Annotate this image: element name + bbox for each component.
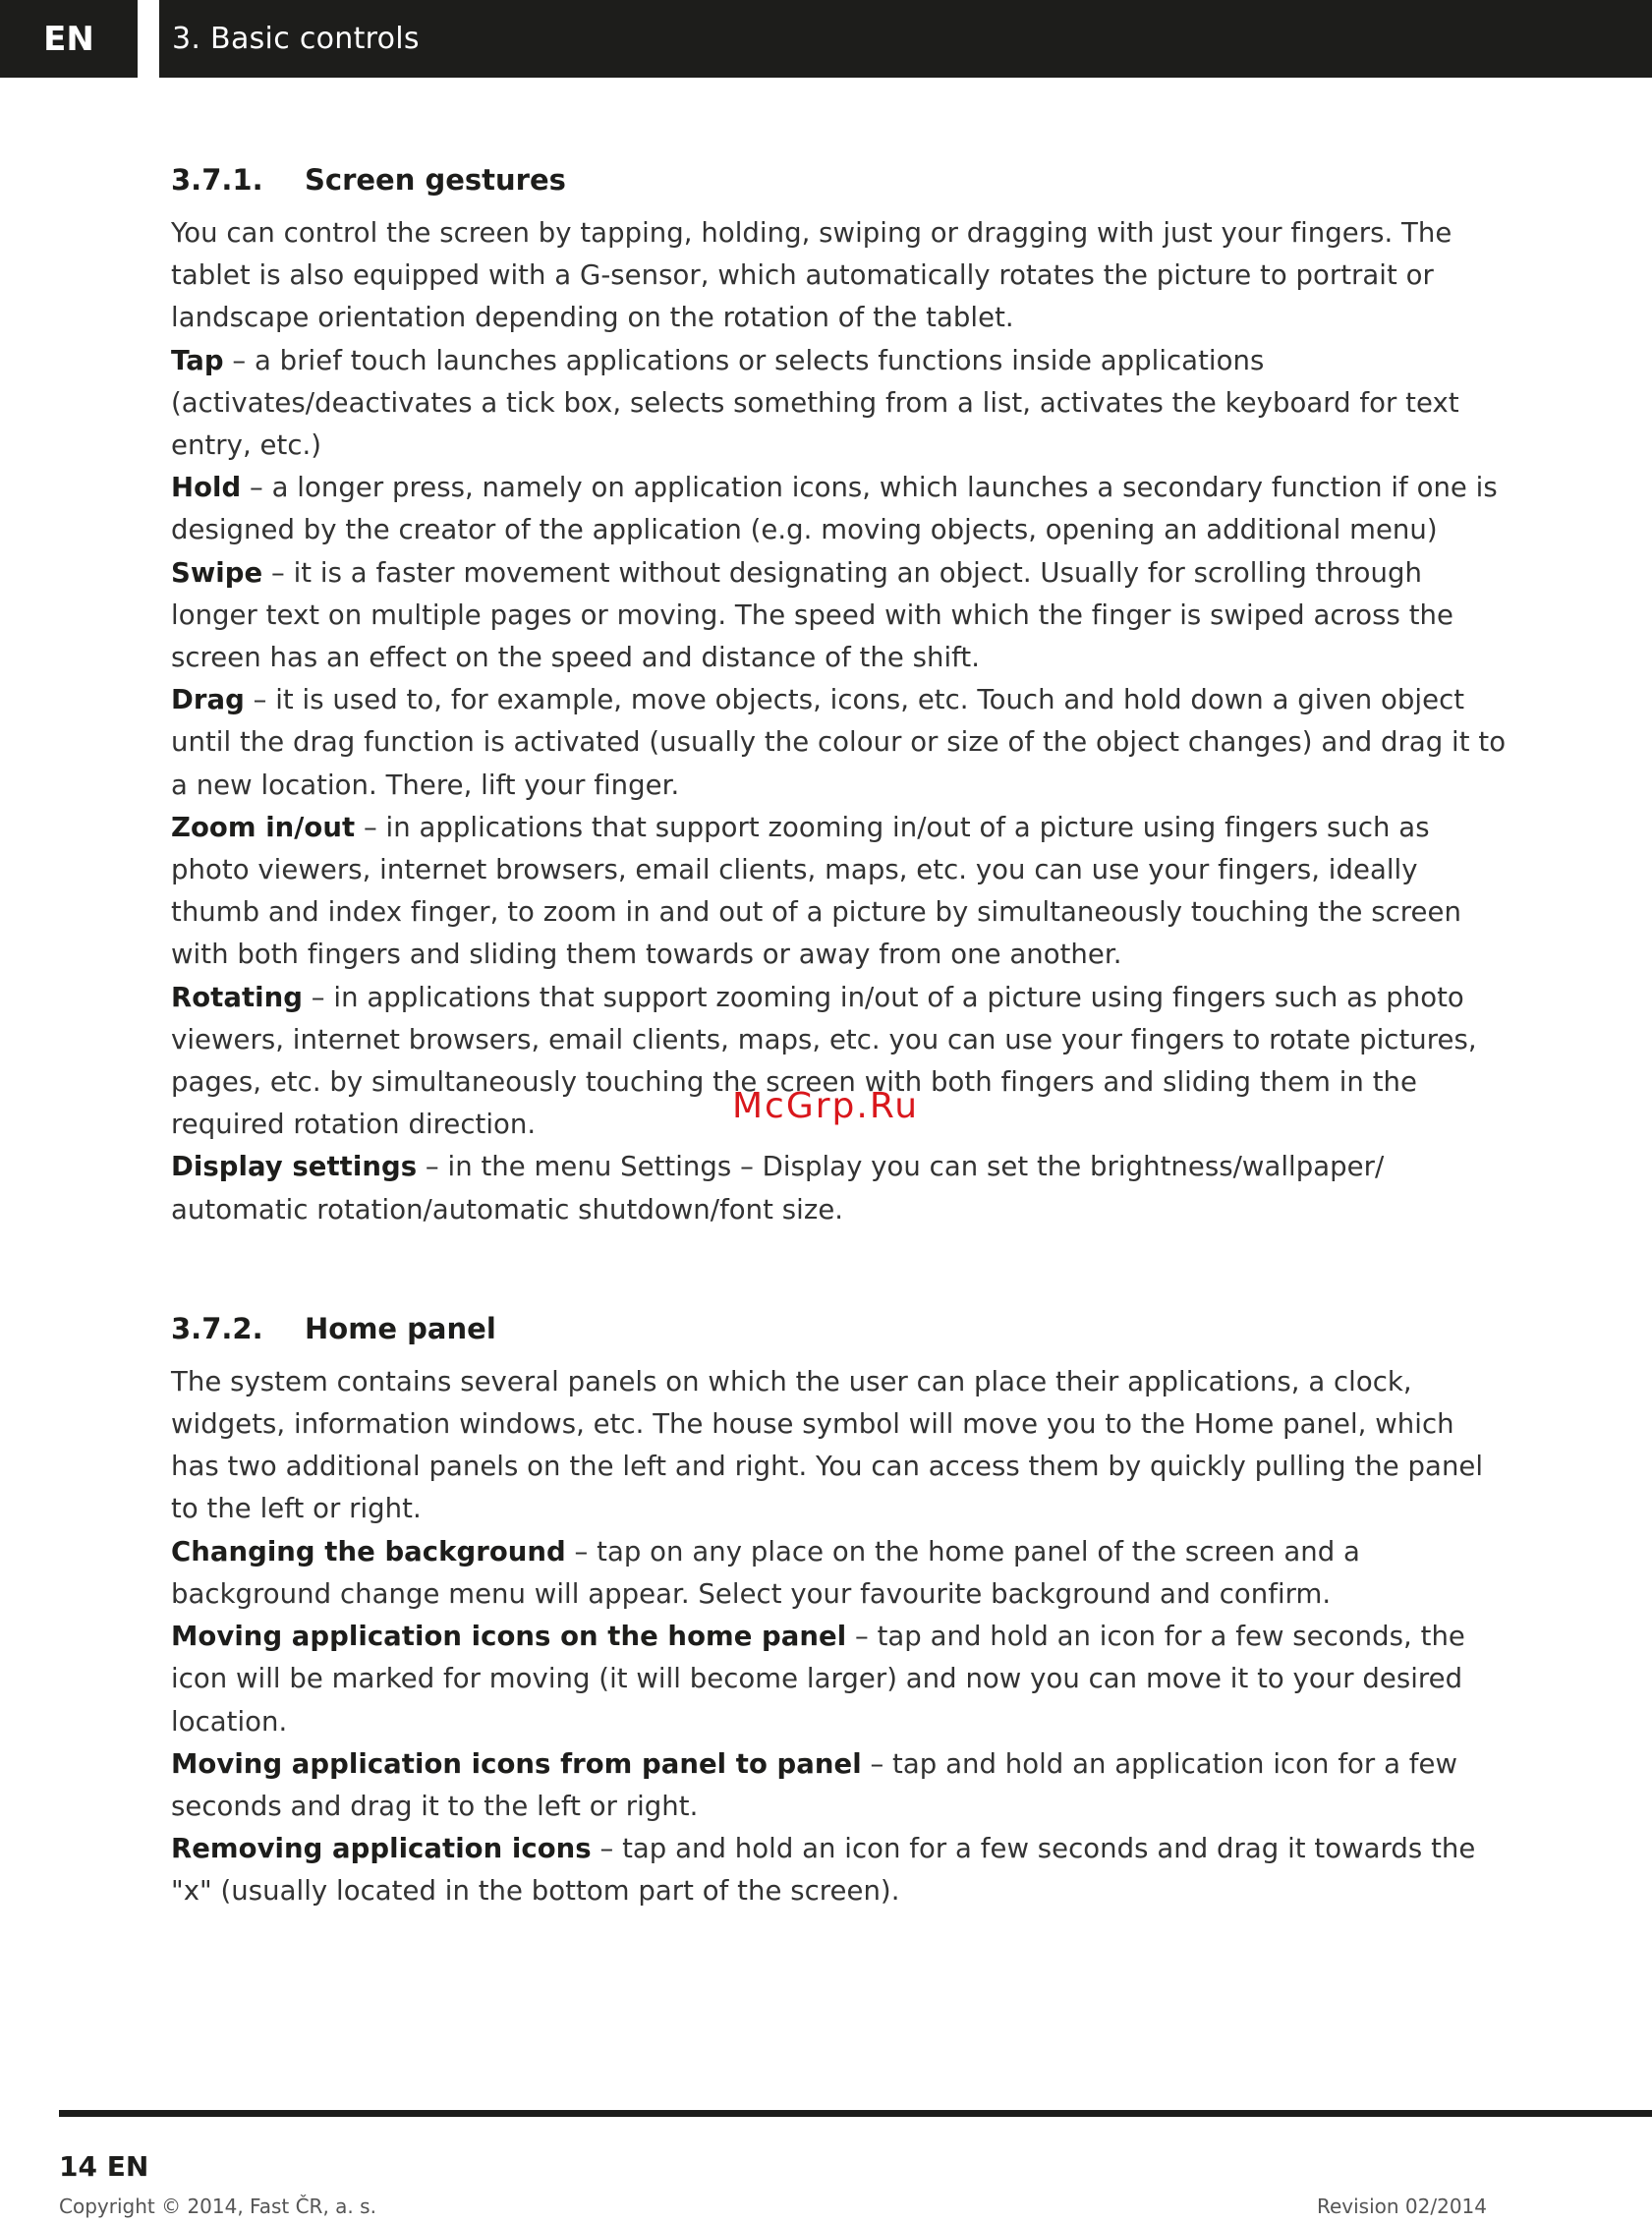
page-number: 14 EN (59, 2150, 149, 2183)
section-spacer (171, 1231, 1508, 1296)
gesture-term: Swipe (171, 556, 263, 589)
home-item-moving-icons-home (171, 1616, 1508, 1743)
home-item-moving-icons-panels (171, 1743, 1508, 1828)
home-description: – tap and hold an application icon for a few seconds and drag it to the left or right. (171, 1747, 1458, 1822)
section-heading-home-panel (171, 1296, 1508, 1361)
home-term: Moving application icons from panel to panel (171, 1747, 862, 1780)
gesture-description: – a longer press, namely on application icons, which launches a secondary function if one is designed by the creator of the application (e.g. moving objects, opening an additional menu) (171, 472, 1498, 546)
home-term: Moving application icons on the home panel (171, 1621, 847, 1653)
language-badge: EN (0, 0, 138, 78)
section-heading-screen-gestures (171, 147, 1508, 212)
gesture-description: – it is a faster movement without designating an object. Usually for scrolling through longer text on multiple pages or moving. The speed with which the finger is swiped across the screen has an effect on the speed and distance of the shift. (171, 556, 1453, 674)
home-term: Changing the background (171, 1535, 566, 1568)
section-intro: The system contains several panels on which the user can place their applications, a clock, widgets, information windows, etc. The house symbol will move you to the Home panel, which has two additional panels on the left and right. You can access them by quickly pulling the panel to the left or right. (171, 1365, 1484, 1525)
gesture-term: Tap (171, 344, 224, 376)
copyright-notice: Copyright © 2014, Fast ČR, a. s. (59, 2194, 376, 2218)
gesture-description: – in applications that support zooming in/out of a picture using fingers such as photo viewers, internet browsers, email clients, maps, etc. you can use your fingers to rotate pictures, pages, etc. by simultaneously touching the screen with both fingers and sliding them in the required rotation direction. (171, 981, 1477, 1141)
section-intro: You can control the screen by tapping, holding, swiping or dragging with just your fingers. The tablet is also equipped with a G-sensor, which automatically rotates the picture to portrait or landscape orientation depending on the rotation of the tablet. (171, 217, 1453, 334)
gesture-term: Rotating (171, 981, 304, 1013)
gesture-item-swipe (171, 552, 1508, 680)
gesture-term: Drag (171, 684, 245, 716)
gesture-item-hold (171, 467, 1508, 551)
chapter-header (159, 0, 1652, 78)
gesture-item-zoom (171, 807, 1508, 977)
page-content (171, 147, 1508, 1913)
gesture-item-drag (171, 679, 1508, 807)
footer-divider (59, 2110, 1652, 2117)
gesture-term: Hold (171, 472, 242, 504)
home-description: – tap and hold an icon for a few seconds and drag it towards the "x" (usually located in the bottom part of the screen). (171, 1833, 1476, 1908)
section-number: 3.7.1. (171, 163, 263, 197)
gesture-description: – in applications that support zooming in/out of a picture using fingers such as photo viewers, internet browsers, email clients, maps, etc. you can use your fingers, ideally thumb and index finger, to zoom in and out of a picture by simultaneously touching the screen with both fingers and sliding them towards or away from one another. (171, 811, 1461, 971)
gesture-term: Zoom in/out (171, 811, 356, 843)
chapter-title: 3. Basic controls (172, 22, 420, 56)
section-title: Home panel (305, 1311, 496, 1345)
gesture-item-display-settings (171, 1146, 1508, 1230)
section-number: 3.7.2. (171, 1311, 263, 1345)
gesture-item-tap (171, 340, 1508, 468)
gesture-term: Display settings (171, 1151, 418, 1183)
gesture-description: – it is used to, for example, move objects, icons, etc. Touch and hold down a given object until the drag function is activated (usually the colour or size of the object changes) and drag it to a new location. There, lift your finger. (171, 684, 1507, 801)
home-description: – tap on any place on the home panel of the screen and a background change menu will appear. Select your favourite background and confirm. (171, 1535, 1360, 1610)
revision-label: Revision 02/2014 (1316, 2194, 1487, 2218)
home-item-removing-icons (171, 1828, 1508, 1912)
section-title: Screen gestures (305, 163, 566, 197)
home-description: – tap and hold an icon for a few seconds, the icon will be marked for moving (it will become larger) and now you can move it to your desired location. (171, 1621, 1465, 1738)
watermark: McGrp.Ru (732, 1086, 920, 1126)
home-term: Removing application icons (171, 1833, 592, 1865)
gesture-description: – in the menu Settings – Display you can set the brightness/wallpaper/ automatic rotation/automatic shutdown/font size. (171, 1151, 1385, 1226)
gesture-description: – a brief touch launches applications or selects functions inside applications (activates/deactivates a tick box, selects something from a list, activates the keyboard for text entry, etc.) (171, 344, 1459, 462)
home-item-changing-background (171, 1531, 1508, 1616)
